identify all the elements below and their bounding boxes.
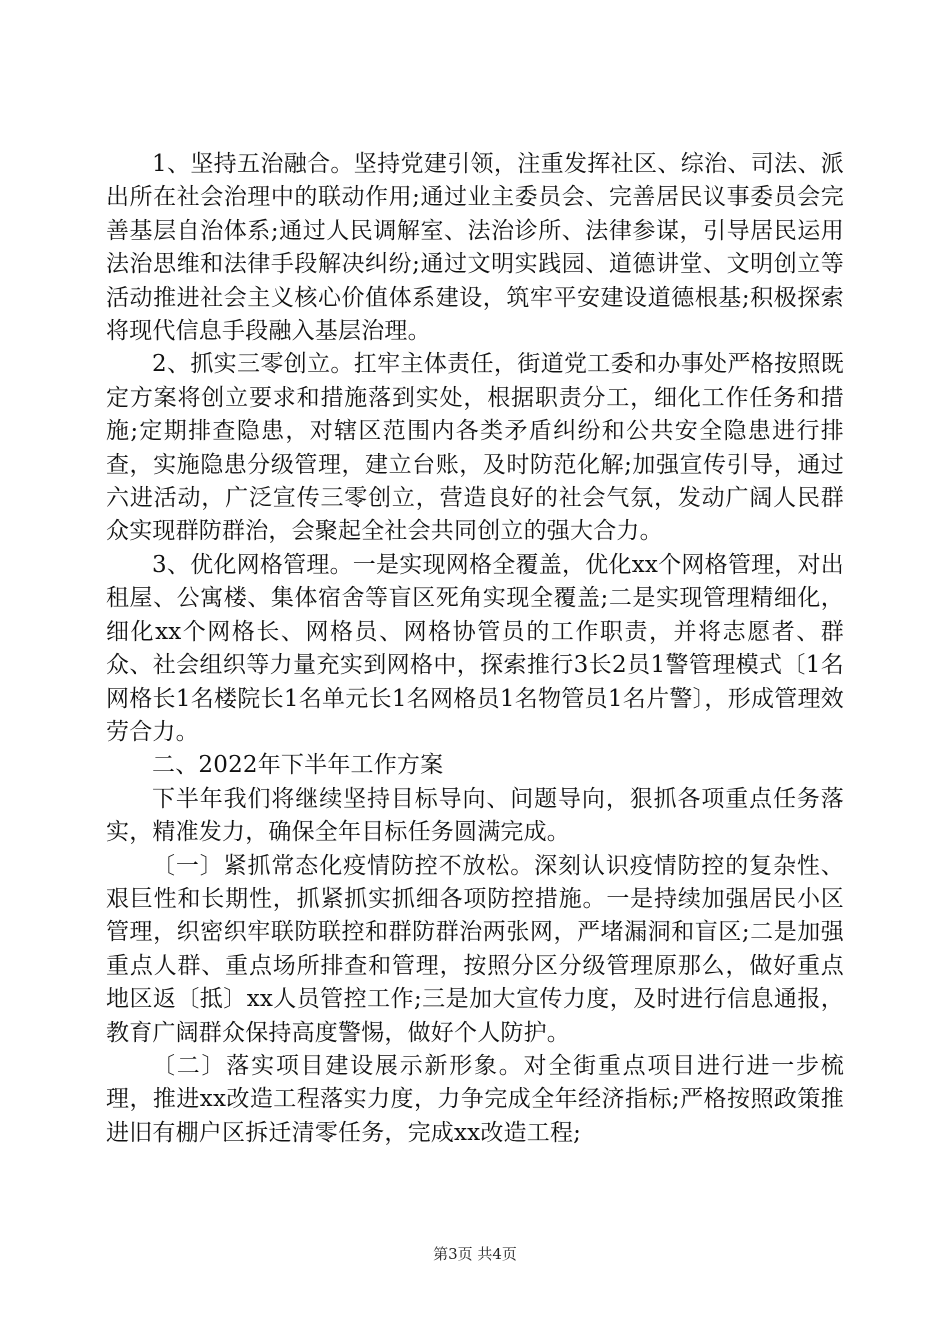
paragraph-project-construction: 〔二〕落实项目建设展示新形象。对全街重点项目进行进一步梳理，推进xx改造工程落实力度，力争完成全年经济指标;严格按照政策推进旧有棚户区拆迁清零任务，完成xx改造工程; — [106, 1052, 844, 1146]
paragraph-wuzhi-ronghe: 1、坚持五治融合。坚持党建引领，注重发挥社区、综治、司法、派出所在社会治理中的联动作用;通过业主委员会、完善居民议事委员会完善基层自治体系;通过人民调解室、法治诊所、法律参谋，引导居民运用法治思维和法律手段解决纠纷;通过文明实践园、道德讲堂、文明创立等活动推进社会主义核心价值体系建设，筑牢平安建设道德根基;积极探索将现代信息手段融入基层治理。 — [106, 151, 844, 345]
paragraph-sanling-chuangli: 2、抓实三零创立。扛牢主体责任，街道党工委和办事处严格按照既定方案将创立要求和措施落到实处，根据职责分工，细化工作任务和措施;定期排查隐患，对辖区范围内各类矛盾纠纷和公共安全隐患进行排查，实施隐患分级管理，建立台账，及时防范化解;加强宣传引导，通过六进活动，广泛宣传三零创立，营造良好的社会气氛，发动广阔人民群众实现群防群治，会聚起全社会共同创立的强大合力。 — [106, 351, 844, 545]
page-number-footer: 第3页 共4页 — [433, 1245, 517, 1263]
paragraph-epidemic-prevention: 〔一〕紧抓常态化疫情防控不放松。深刻认识疫情防控的复杂性、艰巨性和长期性，抓紧抓实抓细各项防控措施。一是持续加强居民小区管理，织密织牢联防联控和群防群治两张网，严堵漏洞和盲区;二是加强重点人群、重点场所排查和管理，按照分区分级管理原那么，做好重点地区返〔抵〕xx人员管控工作;三是加大宣传力度，及时进行信息通报，教育广阔群众保持高度警惕，做好个人防护。 — [106, 852, 844, 1046]
paragraph-wangge-guanli: 3、优化网格管理。一是实现网格全覆盖，优化xx个网格管理，对出租屋、公寓楼、集体宿舍等盲区死角实现全覆盖;二是实现管理精细化，细化xx个网格长、网格员、网格协管员的工作职责，并将志愿者、群众、社会组织等力量充实到网格中，探索推行3长2员1警管理模式〔1名网格长1名楼院长1名单元长1名网格员1名物管员1名片警〕，形成管理效劳合力。 — [106, 551, 844, 745]
paragraph-second-half-intro: 下半年我们将继续坚持目标导向、问题导向，狠抓各项重点任务落实，精准发力，确保全年目标任务圆满完成。 — [106, 785, 844, 846]
document-body — [106, 148, 844, 1150]
section-heading-second-half-plan: 二、2022年下半年工作方案 — [152, 752, 444, 779]
